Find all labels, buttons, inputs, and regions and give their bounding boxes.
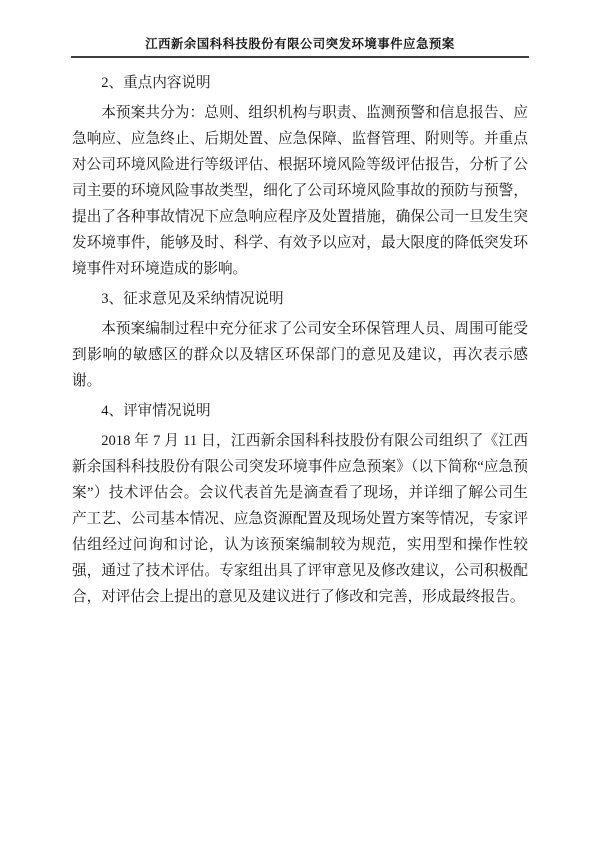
- paragraph: 本预案编制过程中充分征求了公司安全环保管理人员、周围可能受到影响的敏感区的群众以及辖区环保部门的意见及建议，再次表示感谢。: [72, 321, 528, 389]
- page-header: [71, 0, 529, 58]
- paragraph: 2018 年 7 月 11 日，江西新余国科科技股份有限公司组织了《江西新余国科科技股份有限公司突发环境事件应急预案》（以下简称“应急预案”）技术评估会。会议代表首先是滴查看了现场，并详细了解公司生产工艺、公司基本情况、应急资源配置及现场处置方案等情况，专家评估组经过问询和讨论，认为该预案编制较为规范，实用型和操作性较强，通过了技术评估。专家组出具了评审意见及修改建议，公司积极配合，对评估会上提出的意见及建议进行了修改和完善，形成最终报告。: [72, 433, 528, 605]
- section-opinion-solicitation: [72, 286, 528, 394]
- section-key-content: [72, 70, 528, 282]
- header-rule: [71, 56, 529, 58]
- paragraph: 本预案共分为：总则、组织机构与职责、监测预警和信息报告、应急响应、应急终止、后期处置、应急保障、监督管理、附则等。并重点对公司环境风险进行等级评估、根据环境风险等级评估报告，分析了公司主要的环境风险事故类型，细化了公司环境风险事故的预防与预警，提出了各种事故情况下应急响应程序及处置措施，确保公司一旦发生突发环境事件，能够及时、科学、有效予以应对，最大限度的降低突发环境事件对环境造成的影响。: [72, 105, 528, 277]
- section-heading: 2、重点内容说明: [101, 75, 211, 91]
- section-heading: 3、征求意见及采纳情况说明: [101, 291, 284, 307]
- section-review-status: [72, 398, 528, 610]
- document-title: 江西新余国科科技股份有限公司突发环境事件应急预案: [145, 37, 455, 51]
- document-body: [72, 70, 528, 610]
- section-heading: 4、评审情况说明: [101, 403, 211, 419]
